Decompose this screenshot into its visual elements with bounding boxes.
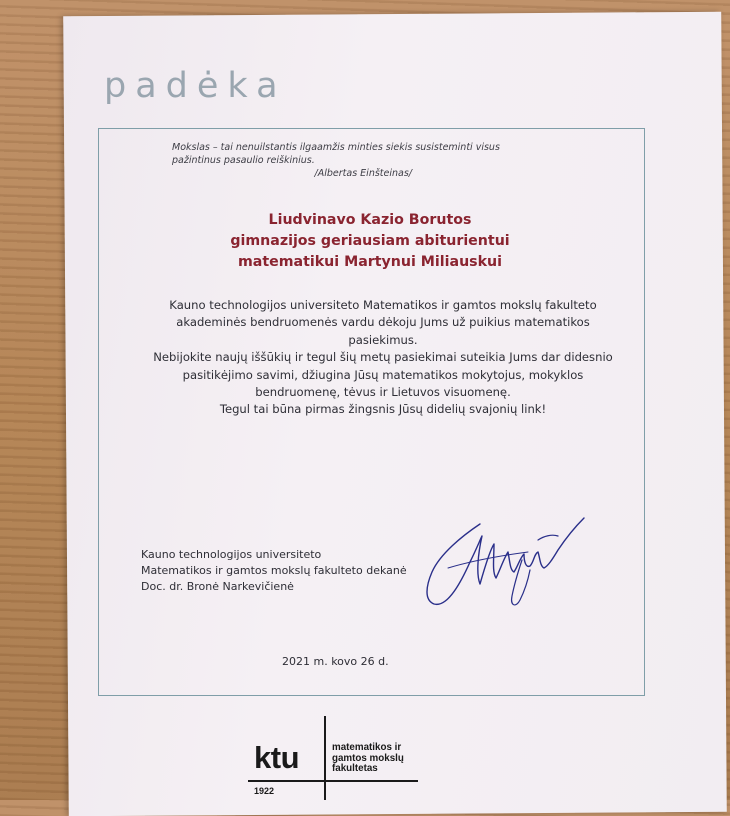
logo-horizontal-rule	[248, 780, 418, 782]
recipient-line: gimnazijos geriausiam abiturientui	[230, 233, 510, 249]
issue-date: 2021 m. kovo 26 d.	[282, 655, 389, 668]
logo-abbreviation: ktu	[254, 740, 299, 775]
signer-position: Matematikos ir gamtos mokslų fakulteto dekanė	[141, 564, 407, 577]
epigraph-text: Mokslas – tai nenuilstantis ilgaamžis minties siekis susisteminti visus pažintinus pasaulio reiškinius.	[172, 142, 500, 166]
handwritten-signature	[418, 510, 593, 615]
recipient-line: matematikui Martynui Miliauskui	[237, 254, 503, 270]
logo-faculty-line: fakultetas	[332, 763, 378, 774]
certificate-heading: padėka	[104, 66, 287, 106]
logo-vertical-rule	[324, 716, 326, 800]
ktu-logo	[248, 716, 448, 800]
signer-name: Doc. dr. Bronė Narkevičienė	[141, 580, 294, 593]
logo-year: 1922	[254, 786, 275, 796]
message-paragraph: Tegul tai būna pirmas žingsnis Jūsų didelių svajonių link!	[219, 402, 547, 417]
message-body	[148, 297, 618, 419]
epigraph	[172, 141, 532, 180]
logo-faculty-line: matematikos ir	[332, 742, 402, 753]
logo-faculty-line: gamtos mokslų	[332, 752, 404, 764]
recipient-line: Liudvinavo Kazio Borutos	[268, 212, 472, 228]
message-paragraph: Nebijokite naujų iššūkių ir tegul šių metų pasiekimai suteikia Jums dar didesnio pasitikėjimo savimi, džiugina Jūsų matematikos mokytojus, mokyklos bendruomenę, tėvus ir Lietuvos visuomenę.	[153, 350, 613, 400]
epigraph-author: /Albertas Einšteinas/	[314, 168, 412, 179]
signer-institution: Kauno technologijos universiteto	[141, 548, 322, 561]
logo-faculty-name	[332, 743, 432, 775]
recipient-title	[180, 210, 560, 273]
message-paragraph: Kauno technologijos universiteto Matematikos ir gamtos mokslų fakulteto akademinės bendruomenės vardu dėkoju Jums už puikius matematikos pasiekimus.	[169, 298, 597, 347]
